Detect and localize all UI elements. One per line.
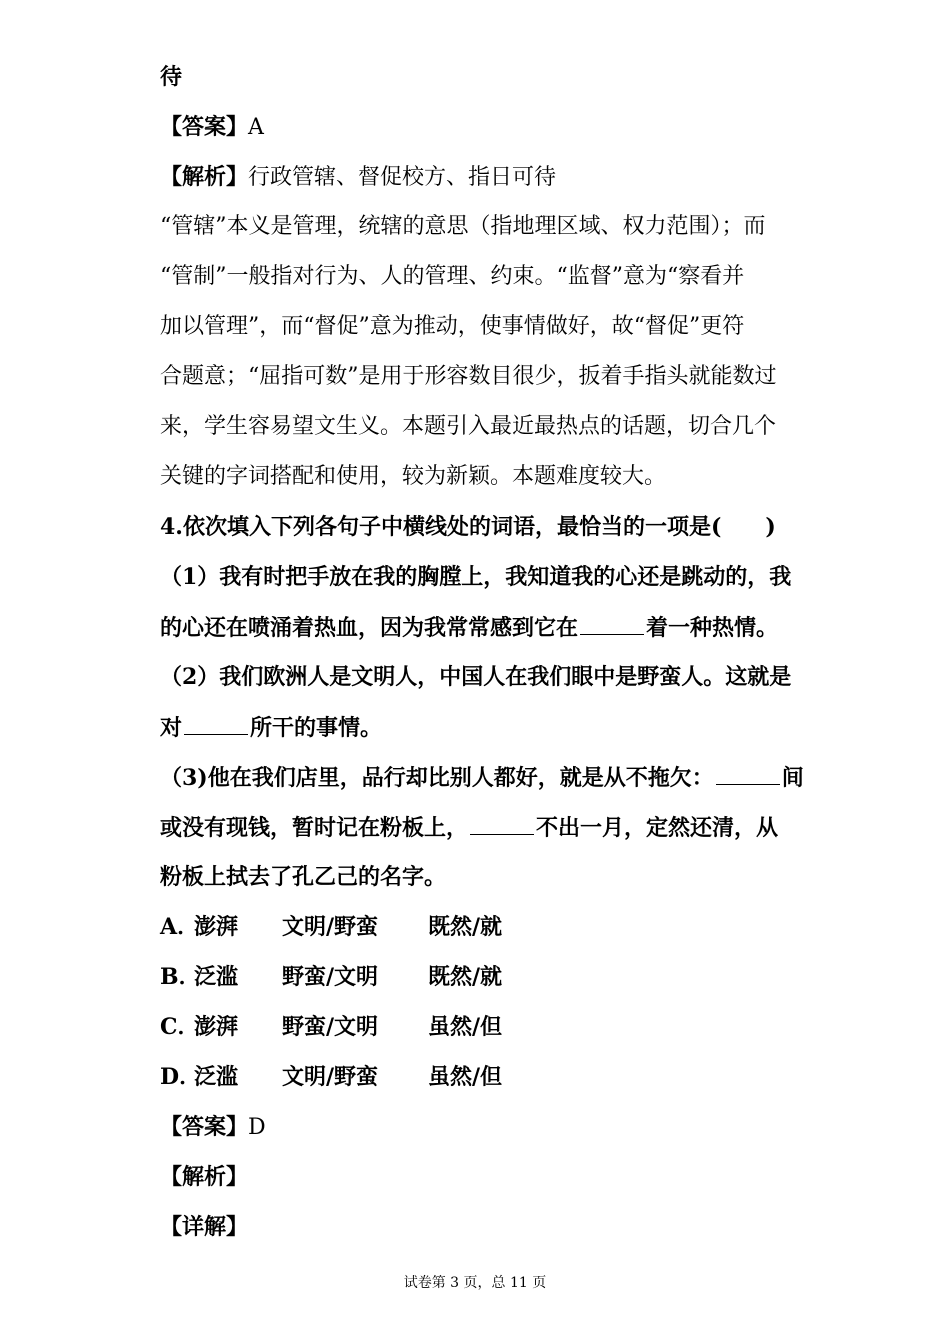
sentence-2-line-1: （2）我们欧洲人是文明人，中国人在我们眼中是野蛮人。这就是	[160, 664, 792, 690]
analysis-label-2: 【解析】	[160, 1164, 249, 1190]
page-footer: 试卷第 3 页，总 11 页	[403, 1275, 547, 1291]
sentence-3-text-b: 间	[781, 765, 804, 791]
option-letter: C．	[160, 1014, 200, 1040]
option-word-1: 澎湃	[194, 1014, 239, 1040]
fill-blank-3b	[470, 812, 534, 835]
analysis-line-1	[160, 162, 556, 192]
fill-blank-1	[580, 612, 644, 635]
question-stem: 4.依次填入下列各句子中横线处的词语，最恰当的一项是( )	[160, 514, 776, 540]
explanation-line: 来，学生容易望文生义。本题引入最近最热点的话题，切合几个	[160, 414, 777, 439]
option-word-1: 泛滥	[194, 964, 239, 990]
answer-value: A	[248, 115, 264, 140]
sentence-1-line-2	[160, 612, 778, 642]
option-word-1: 澎湃	[194, 914, 239, 940]
option-word-2: 文明/野蛮	[282, 914, 379, 940]
option-d	[160, 1062, 502, 1092]
option-word-1: 泛滥	[194, 1064, 239, 1090]
explanation-line: 加以管理”，而“督促”意为推动，使事情做好，故“督促”更符	[160, 314, 745, 339]
continued-text: 待	[160, 64, 183, 90]
detail-label: 【详解】	[160, 1214, 249, 1240]
option-word-2: 野蛮/文明	[282, 964, 379, 990]
analysis-label: 【解析】	[160, 164, 249, 190]
sentence-3-line-2	[160, 812, 778, 842]
sentence-2-line-2	[160, 712, 382, 742]
explanation-line: “管制”一般指对行为、人的管理、约束。“监督”意为“察看并	[160, 264, 745, 289]
sentence-3-text-a: （3)他在我们店里，品行却比别人都好，就是从不拖欠：	[160, 765, 714, 791]
sentence-2-text-b: 所干的事情。	[250, 715, 383, 741]
option-word-2: 文明/野蛮	[282, 1064, 379, 1090]
explanation-line: “管辖”本义是管理，统辖的意思（指地理区域、权力范围）；而	[160, 214, 766, 239]
option-letter: A．	[160, 914, 200, 940]
sentence-1-text-a: 的心还在喷涌着热血，因为我常常感到它在	[160, 615, 579, 641]
sentence-2-text-a: 对	[160, 715, 183, 741]
sentence-3-text-c: 或没有现钱，暂时记在粉板上，	[160, 815, 469, 841]
answer-value: D	[248, 1115, 266, 1140]
explanation-line: 合题意；“屈指可数”是用于形容数目很少，扳着手指头就能数过	[160, 364, 777, 389]
sentence-1-text-b: 着一种热情。	[646, 615, 779, 641]
sentence-3-text-d: 不出一月，定然还清，从	[536, 815, 779, 841]
option-word-3: 既然/就	[428, 964, 503, 990]
analysis-text: 行政管辖、督促校方、指日可待	[248, 165, 557, 190]
option-letter: B．	[160, 964, 201, 990]
option-letter: D．	[160, 1064, 202, 1090]
answer-line-1	[160, 112, 264, 142]
fill-blank-2	[184, 712, 248, 735]
option-word-2: 野蛮/文明	[282, 1014, 379, 1040]
answer-label: 【答案】	[160, 114, 249, 140]
option-c	[160, 1012, 502, 1042]
sentence-1-line-1: （1）我有时把手放在我的胸膛上，我知道我的心还是跳动的，我	[160, 564, 792, 590]
option-word-3: 虽然/但	[428, 1014, 503, 1040]
sentence-3-line-3: 粉板上拭去了孔乙己的名字。	[160, 864, 447, 890]
option-word-3: 既然/就	[428, 914, 503, 940]
option-a	[160, 912, 502, 942]
answer-label: 【答案】	[160, 1114, 249, 1140]
sentence-3-line-1	[160, 762, 804, 792]
option-word-3: 虽然/但	[428, 1064, 503, 1090]
fill-blank-3a	[716, 762, 780, 785]
explanation-line: 关键的字词搭配和使用，较为新颖。本题难度较大。	[160, 464, 667, 489]
option-b	[160, 962, 502, 992]
answer-line-2	[160, 1112, 266, 1142]
